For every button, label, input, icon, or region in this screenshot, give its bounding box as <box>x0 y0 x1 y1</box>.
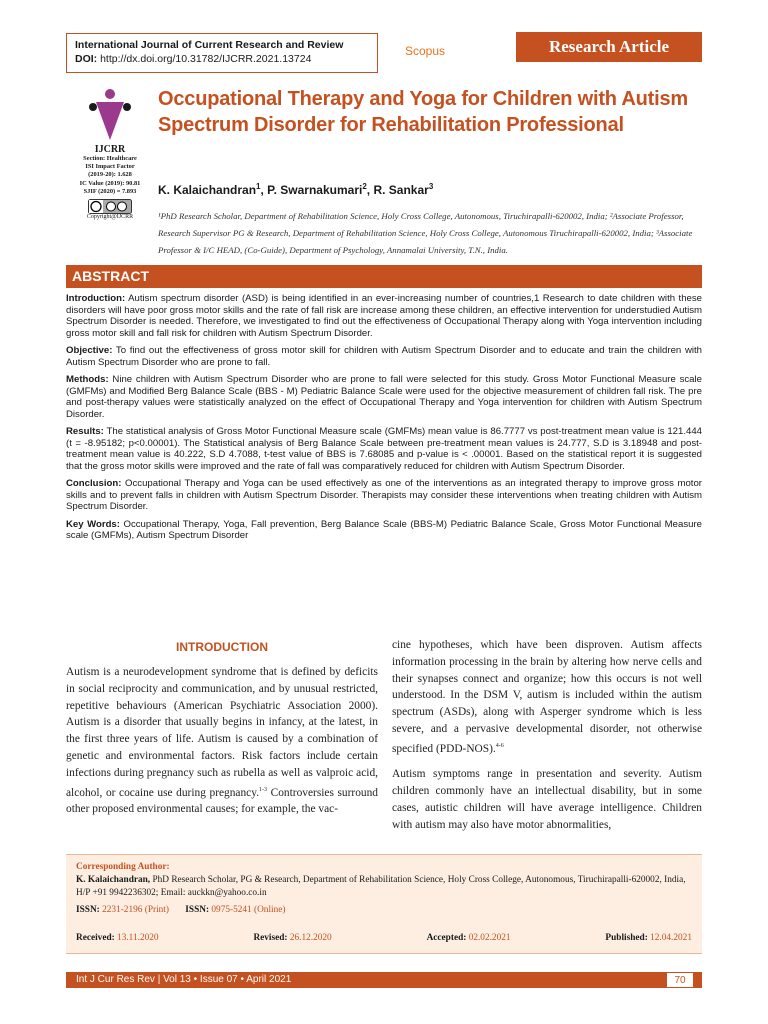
article-title: Occupational Therapy and Yoga for Children with Autism Spectrum Disorder for Rehabilitation Professional <box>158 88 689 136</box>
abstract-body <box>66 293 702 548</box>
author-affil-mark: 3 <box>428 182 434 191</box>
paragraph-text: Autism is a neurodevelopment syndrome that is defined by deficits in social reciprocity and communication, and by unusual restricted, repetitive behaviours (American Psychiatric Association 2000). Autism is a disorder that usually begins in infancy, at the latest, in the first three years of life. Autism is caused by a combination of genetic and environmental factors. Risk factors include certain infections during pregnancy such as rubella as well as valproic acid, alcohol, or cocaine use during pregnancy. <box>66 666 378 799</box>
logo-copyright: Copyright@IJCRR <box>86 214 134 221</box>
abstract-label: Key Words: <box>66 518 120 530</box>
body-column-left <box>66 640 378 818</box>
abstract-text: Occupational Therapy, Yoga, Fall prevention, Berg Balance Scale (BBS-M) Pediatric Balance Scale, Gross Motor Functional Measure scale (GMFMs), Autism Spectrum Disorder <box>66 518 702 541</box>
author-affil-mark: 1 <box>256 182 261 191</box>
author-name: R. Sankar <box>373 183 429 197</box>
journal-doi <box>75 52 369 67</box>
journal-header-box <box>66 33 378 73</box>
introduction-paragraph: Autism symptoms range in presentation and severity. Autism children commonly have an intellectual disability, but in some cases, autistic children will have average intelligence. Children with autism may also have motor abnormalities, <box>392 768 702 831</box>
corresponding-author-title: Corresponding Author: <box>76 862 170 872</box>
date-label: Received: <box>76 933 115 943</box>
citation-mark: 4-6 <box>495 742 504 749</box>
logo-isi-value: (2019-20): 1.628 <box>88 171 132 179</box>
author-list <box>158 182 433 197</box>
author-name: P. Swarnakumari <box>267 183 363 197</box>
issn-online: 0975-5241 (Online) <box>211 905 286 915</box>
abstract-heading: ABSTRACT <box>66 265 702 288</box>
date-value: 12.04.2021 <box>650 933 692 943</box>
abstract-introduction <box>66 293 702 339</box>
abstract-results <box>66 426 702 472</box>
abstract-label: Results: <box>66 426 104 437</box>
date-label: Accepted: <box>426 933 467 943</box>
journal-name: International Journal of Current Research and Review <box>75 39 344 51</box>
author-separator: , <box>260 183 268 197</box>
abstract-label: Objective: <box>66 345 113 356</box>
corresponding-author-address: PhD Research Scholar, PG & Research, Department of Rehabilitation Science, Holy Cross College, Autonomous, Tiruchirapalli-620002, India, H/P +91 9942236302; Email: auckkn@yahoo.co.in <box>76 875 686 898</box>
scopus-logo: Scopus <box>405 44 446 58</box>
abstract-methods <box>66 374 702 420</box>
introduction-paragraph <box>392 637 702 757</box>
logo-isi-label: ISI Impact Factor <box>85 163 135 171</box>
citation-mark: 1-3 <box>259 786 268 793</box>
logo-ic-value: IC Value (2019): 90.81 <box>79 179 141 187</box>
issn-print: 2231-2196 (Print) <box>102 905 169 915</box>
abstract-text: Autism spectrum disorder (ASD) is being identified in an ever-increasing number of countries,1 Research to date children with these disorders will have poor gross motor skills and the rate of fall risk are increase among these children, an effective intervention for understudied Autism Spectrum Disorder is needed. Therefore, we investigated to find out the effectiveness of Occupational Therapy along with Yoga intervention including gross motor skill and fall risk for children with Autism Spectrum Disorder. <box>66 293 703 339</box>
date-label: Revised: <box>253 933 288 943</box>
corresponding-author-details <box>76 874 692 900</box>
accepted-date <box>427 932 511 945</box>
published-date <box>605 932 692 945</box>
doi-link[interactable]: http://dx.doi.org/10.31782/IJCRR.2021.13724 <box>100 53 312 65</box>
abstract-label: Conclusion: <box>66 478 122 489</box>
paragraph-text: Controversies surround other proposed environmental causes; for example, the vac- <box>66 786 378 816</box>
abstract-text: The statistical analysis of Gross Motor Functional Measure scale (GMFMs) mean value is 86.7777 vs post-treatment mean value is 121.444 (t = -8.95182; p<0.00001). The Statistical analysis of Berg Balance Scale between pre-treatment mean values is 24.777, S.D is 3.18948 and post-treatment mean value is 40.222, S.D 4.7088, t-test value of BBS is 7.68085 and p-value is < .00001. Based on the statistical report it is suggested that the gross motor skills were improved and the rate of fall was comparatively reduced for children with Autism Spectrum Disorder. <box>66 426 702 472</box>
issn-row <box>76 904 692 917</box>
journal-logo-block <box>70 88 150 220</box>
issn-label: ISSN: <box>185 905 210 915</box>
date-value: 26.12.2020 <box>289 933 332 943</box>
abstract-text: To find out the effectiveness of gross motor skill for children with Autism Spectrum Disorder and to educate and train the children with Autism Spectrum Disorder who are prone to fall. <box>66 345 703 368</box>
logo-sjif-value: SJIF (2020) = 7.893 <box>83 187 137 195</box>
paragraph-text: cine hypotheses, which have been disproven. Autism affects information processing in the brain by altering how nerve cells and their synapses connect and organize; how this occurs is not well understood. In the DSM V, autism is included within the autism spectrum (ASDs), along with Asperger syndrome which is less severe, and a pervasive developmental disorder, not otherwise specified (PDD-NOS). <box>392 639 702 755</box>
date-label: Published: <box>605 933 648 943</box>
corresponding-author-box <box>66 854 702 954</box>
author-affil-mark: 2 <box>362 182 367 191</box>
date-value: 13.11.2020 <box>117 933 159 943</box>
footer-citation: Int J Cur Res Rev | Vol 13 • Issue 07 • April 2021 <box>76 974 292 985</box>
issn-label: ISSN: <box>76 905 100 915</box>
date-value: 02.02.2021 <box>468 933 511 943</box>
logo-name: IJCRR <box>94 144 126 155</box>
received-date <box>76 932 159 945</box>
page-number: 70 <box>666 972 694 988</box>
article-type-badge: Research Article <box>516 32 702 62</box>
introduction-paragraph <box>66 664 378 818</box>
abstract-label: Methods: <box>66 374 109 385</box>
ijcrr-logo-icon <box>87 88 133 142</box>
author-name: K. Kalaichandran <box>158 183 257 197</box>
body-column-right <box>392 637 702 834</box>
abstract-objective <box>66 345 702 368</box>
revised-date <box>253 932 331 945</box>
introduction-heading: INTRODUCTION <box>176 640 268 654</box>
corresponding-author-name: K. Kalaichandran, <box>76 875 151 885</box>
creative-commons-icon <box>88 199 132 214</box>
abstract-label: Introduction: <box>66 293 126 304</box>
logo-section: Section: Healthcare <box>83 155 137 162</box>
page-footer <box>66 972 702 988</box>
abstract-keywords <box>66 519 702 542</box>
abstract-conclusion <box>66 478 702 513</box>
doi-label: DOI: <box>75 53 98 65</box>
abstract-text: Occupational Therapy and Yoga can be used effectively as one of the interventions as an integrated therapy to improve gross motor skills and to prevent falls in children with Autism Spectrum Disorder. Therapists may consider these interventions when treating children with Autism Spectrum Disorder. <box>66 478 702 512</box>
author-affiliations: ¹PhD Research Scholar, Department of Rehabilitation Science, Holy Cross College, Autonomous, Tiruchirapalli-620002, India; ²Associate Professor, Research Supervisor PG & Research, Department of Rehabilitation Science, Holy Cross College, Autonomous Tiruchirapalli-620002, India; ³Associate Professor & I/C HEAD, (Co-Guide), Department of Psychology, Annamalai University, T.N., India. <box>158 211 693 255</box>
author-separator: , <box>366 183 374 197</box>
article-dates-row <box>76 932 692 945</box>
abstract-text: Nine children with Autism Spectrum Disorder who are prone to fall were selected for this study. Gross Motor Functional Measure scale (GMFMs) and Modified Berg Balance Scale (BBS - M) Pediatric Balance Scale were used for the objective measurement of children fall risk. The pre and post-therapy values were statistically analyzed on the effect of Occupational Therapy and Yoga intervention for children with Autism Spectrum Disorder. <box>66 374 702 420</box>
